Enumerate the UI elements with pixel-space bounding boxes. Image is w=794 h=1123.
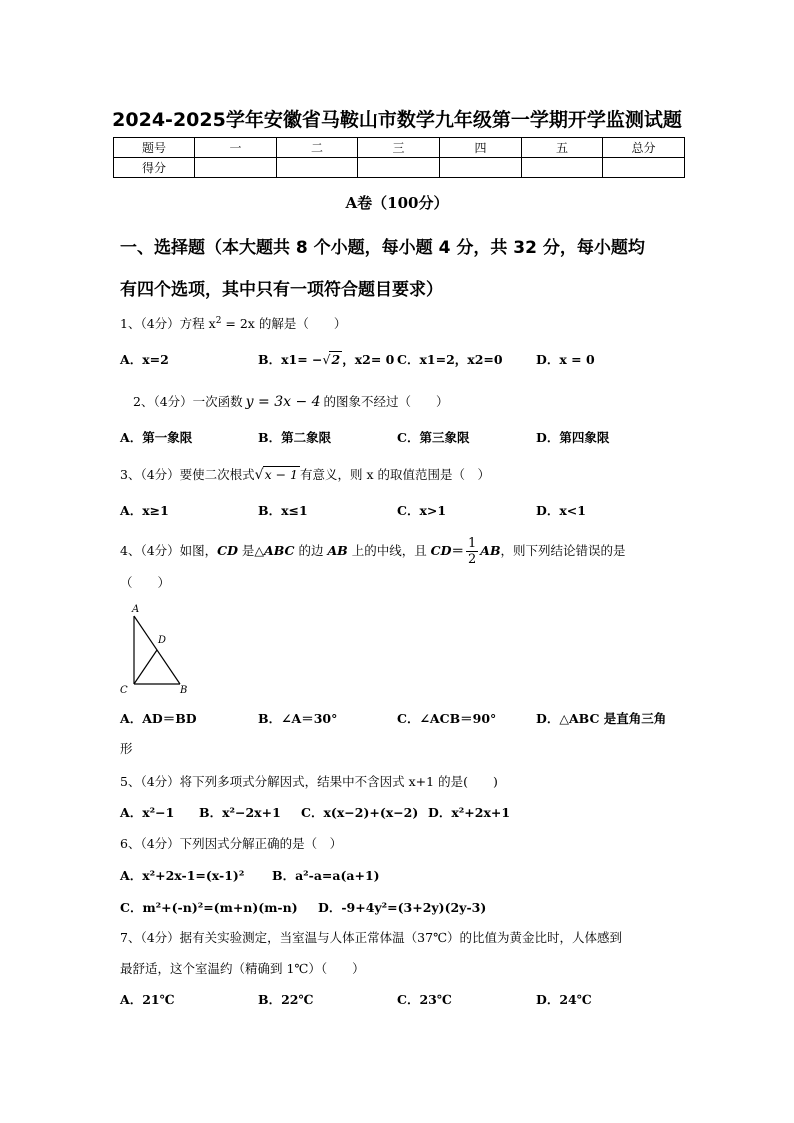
label-a: A xyxy=(132,604,140,615)
question-3-option-a: A．x≥1 xyxy=(120,503,169,518)
question-6-option-b: B．a²-a=a(a+1) xyxy=(272,868,380,883)
score-cell: 五 xyxy=(522,138,603,158)
score-cell: 题号 xyxy=(114,138,195,158)
question-4-paren: （ ） xyxy=(120,575,171,590)
fraction-one-half: $\frac{1}{2}$ xyxy=(467,536,477,567)
score-cell: 得分 xyxy=(114,158,195,178)
question-3-option-c: C．x>1 xyxy=(397,503,447,518)
question-2-option-c: C．第三象限 xyxy=(397,430,470,445)
score-cell: 一 xyxy=(195,138,277,158)
question-1-option-b: B．x1= −√2 ，x2= 0 xyxy=(258,352,395,367)
question-7-stem-line1: 7、（4分）据有关实验测定，当室温与人体正常体温（37℃）的比值为黄金比时，人体感到 xyxy=(120,930,623,945)
linear-function-formula: y = 3x − 4 xyxy=(245,394,321,410)
question-7-stem-line2: 最舒适，这个室温约（精确到 1℃）（ ） xyxy=(120,961,365,976)
label-b: B xyxy=(180,685,188,696)
label-c: C xyxy=(120,685,128,696)
sqrt-radicand: x − 1 xyxy=(264,467,299,482)
question-2-option-a: A．第一象限 xyxy=(120,430,193,445)
section-a-heading: A卷（100分） xyxy=(345,194,449,212)
question-5-option-c: C．x(x−2)+(x−2) xyxy=(301,805,419,820)
question-7-option-b: B．22℃ xyxy=(258,992,314,1007)
question-7-option-d: D．24℃ xyxy=(536,992,592,1007)
score-cell xyxy=(440,158,522,178)
score-cell: 三 xyxy=(358,138,440,158)
question-7-option-a: A．21℃ xyxy=(120,992,175,1007)
question-5-option-a: A．x²−1 xyxy=(120,805,175,820)
question-1-option-a: A．x=2 xyxy=(120,352,169,367)
question-2-option-b: B．第二象限 xyxy=(258,430,332,445)
question-1-option-c: C．x1=2，x2=0 xyxy=(397,352,503,367)
question-7-option-c: C．23℃ xyxy=(397,992,452,1007)
question-3-stem: 3、（4分）要使二次根式√x − 1 有意义，则 x 的取值范围是（ ） xyxy=(120,467,491,483)
question-2-option-d: D．第四象限 xyxy=(536,430,610,445)
score-cell xyxy=(522,158,603,178)
triangle-figure xyxy=(118,602,196,696)
question-4-option-d-wrap: 形 xyxy=(120,741,133,756)
question-6-option-d: D．-9+4y²=(3+2y)(2y-3) xyxy=(318,900,487,915)
question-5-stem: 5、（4分）将下列多项式分解因式，结果中不含因式 x+1 的是( ) xyxy=(120,774,498,789)
question-6-option-a: A．x²+2x-1=(x-1)² xyxy=(120,868,245,883)
question-2-stem: 2、（4分）一次函数 y = 3x − 4 的图象不经过（ ） xyxy=(133,394,449,410)
part1-instruction-line1: 一、选择题（本大题共 8 个小题，每小题 4 分，共 32 分，每小题均 xyxy=(120,238,645,258)
label-d: D xyxy=(158,635,167,646)
sqrt-radicand: 2 xyxy=(331,352,341,367)
score-cell xyxy=(195,158,277,178)
exam-title: 2024-2025学年安徽省马鞍山市数学九年级第一学期开学监测试题 xyxy=(112,109,682,131)
score-cell xyxy=(603,158,685,178)
score-cell: 二 xyxy=(277,138,358,158)
part1-instruction-line2: 有四个选项，其中只有一项符合题目要求） xyxy=(120,280,443,300)
question-1-stem: 1、（4分）方程 $x^2 = 2x$ 的解是（ ） xyxy=(120,315,347,331)
question-3-option-b: B．x≤1 xyxy=(258,503,308,518)
score-table-score-row xyxy=(114,158,685,178)
question-6-option-c: C．m²+(-n)²=(m+n)(m-n) xyxy=(120,900,298,915)
score-table xyxy=(113,137,685,178)
question-4-option-c: C．∠ACB＝90° xyxy=(397,711,497,726)
question-6-stem: 6、（4分）下列因式分解正确的是（ ） xyxy=(120,836,343,851)
median-cd xyxy=(134,650,157,684)
score-cell: 总分 xyxy=(603,138,685,158)
question-4-option-d: D．△ABC 是直角三角 xyxy=(536,711,667,726)
question-4-stem: 4、（4分）如图，CD 是△ABC 的边 AB 上的中线，且 CD＝ $\frac{1}{2}$ AB，则下列结论错误的是 xyxy=(120,536,626,567)
question-1-option-d: D．x = 0 xyxy=(536,352,595,367)
question-4-option-a: A．AD＝BD xyxy=(120,711,197,726)
question-5-option-b: B．x²−2x+1 xyxy=(199,805,281,820)
score-cell xyxy=(277,158,358,178)
question-4-option-b: B．∠A＝30° xyxy=(258,711,338,726)
question-3-option-d: D．x<1 xyxy=(536,503,586,518)
question-5-option-d: D．x²+2x+1 xyxy=(428,805,511,820)
score-table-header-row xyxy=(114,138,685,158)
score-cell: 四 xyxy=(440,138,522,158)
score-cell xyxy=(358,158,440,178)
